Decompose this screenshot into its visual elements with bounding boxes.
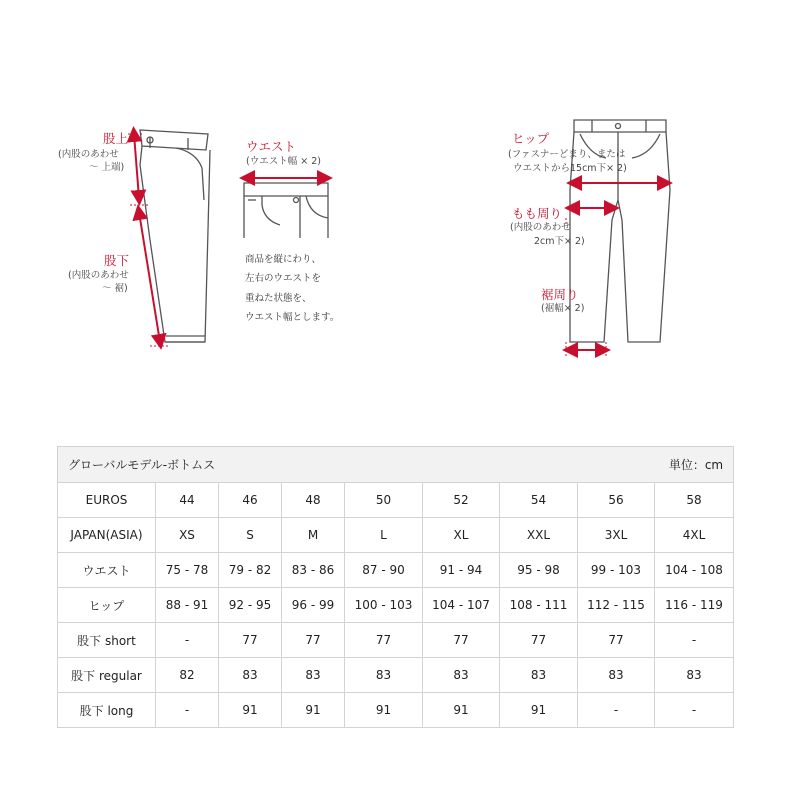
rise-label: 股上	[103, 131, 129, 146]
row-label: JAPAN(ASIA)	[58, 518, 156, 553]
table-cell: 99 - 103	[578, 553, 655, 588]
table-cell: -	[655, 693, 734, 728]
table-cell: 83	[423, 658, 500, 693]
size-table	[57, 446, 734, 728]
table-cell: 79 - 82	[219, 553, 282, 588]
waist-description	[245, 250, 339, 328]
inseam-note-line2: ～ 裾)	[102, 283, 128, 294]
inseam-note-line1: (内股のあわせ	[68, 270, 129, 281]
waist-note: (ウエスト幅 × 2)	[246, 156, 321, 167]
table-cell: 88 - 91	[156, 588, 219, 623]
table-cell: 92 - 95	[219, 588, 282, 623]
table-cell: 100 - 103	[345, 588, 423, 623]
row-label: ウエスト	[58, 553, 156, 588]
table-cell: 91	[219, 693, 282, 728]
table-cell: 108 - 111	[500, 588, 578, 623]
table-cell: 112 - 115	[578, 588, 655, 623]
table-cell: 83	[219, 658, 282, 693]
table-row	[58, 483, 734, 518]
table-cell: 48	[282, 483, 345, 518]
hem-label: 裾周り	[541, 287, 579, 302]
table-row	[58, 623, 734, 658]
row-label: ヒップ	[58, 588, 156, 623]
table-cell: 91	[345, 693, 423, 728]
table-body	[58, 483, 734, 728]
table-cell: 91	[500, 693, 578, 728]
table-cell: 104 - 107	[423, 588, 500, 623]
hip-note-line2: ウエストから15cm下× 2)	[513, 163, 627, 174]
table-row	[58, 588, 734, 623]
row-label: 股下 short	[58, 623, 156, 658]
table-cell: 104 - 108	[655, 553, 734, 588]
table-cell: 83	[655, 658, 734, 693]
rise-inseam-measure	[134, 134, 160, 342]
table-title: グローバルモデル-ボトムス	[68, 458, 216, 472]
table-cell: 3XL	[578, 518, 655, 553]
table-cell: S	[219, 518, 282, 553]
table-header-cell	[58, 447, 734, 483]
table-row	[58, 693, 734, 728]
table-row	[58, 518, 734, 553]
table-cell: 83	[345, 658, 423, 693]
side-view-pants	[140, 130, 210, 342]
table-cell: XL	[423, 518, 500, 553]
table-cell: 83 - 86	[282, 553, 345, 588]
table-cell: 116 - 119	[655, 588, 734, 623]
hip-label: ヒップ	[512, 131, 550, 146]
hem-note: (裾幅× 2)	[541, 303, 585, 314]
table-cell: XS	[156, 518, 219, 553]
table-row	[58, 553, 734, 588]
table-cell: 52	[423, 483, 500, 518]
table-cell: -	[156, 693, 219, 728]
waist-label: ウエスト	[246, 139, 297, 154]
hip-thigh-hem-measure	[570, 183, 665, 350]
table-cell: 91 - 94	[423, 553, 500, 588]
table-cell: 96 - 99	[282, 588, 345, 623]
unit-label: 単位：cm	[668, 458, 724, 472]
inseam-label: 股下	[104, 253, 130, 268]
table-cell: -	[655, 623, 734, 658]
table-cell: 4XL	[655, 518, 734, 553]
thigh-note-line1: (内股のあわせ	[510, 222, 571, 233]
table-cell: 77	[282, 623, 345, 658]
table-cell: -	[578, 693, 655, 728]
table-cell: 83	[282, 658, 345, 693]
table-cell: 56	[578, 483, 655, 518]
row-label: 股下 long	[58, 693, 156, 728]
table-cell: M	[282, 518, 345, 553]
table-cell: 91	[423, 693, 500, 728]
size-chart	[57, 446, 733, 728]
table-cell: -	[156, 623, 219, 658]
table-cell: 87 - 90	[345, 553, 423, 588]
row-label: EUROS	[58, 483, 156, 518]
table-cell: 77	[423, 623, 500, 658]
table-cell: 91	[282, 693, 345, 728]
table-cell: 46	[219, 483, 282, 518]
rise-note-line2: ～ 上端)	[89, 162, 125, 173]
table-cell: 95 - 98	[500, 553, 578, 588]
table-cell: 50	[345, 483, 423, 518]
table-cell: 77	[345, 623, 423, 658]
table-header-row	[58, 447, 734, 483]
row-label: 股下 regular	[58, 658, 156, 693]
waist-view-pants	[244, 183, 328, 238]
waist-description-line: 商品を縦にわり、	[245, 254, 322, 265]
waist-description-line: 重ねた状態を、	[245, 292, 312, 304]
table-cell: 77	[500, 623, 578, 658]
rise-note-line1: (内股のあわせ	[58, 149, 119, 160]
table-cell: 82	[156, 658, 219, 693]
table-cell: 58	[655, 483, 734, 518]
table-cell: 77	[219, 623, 282, 658]
table-cell: 44	[156, 483, 219, 518]
thigh-note-line2: 2cm下× 2)	[534, 236, 585, 247]
table-cell: 83	[500, 658, 578, 693]
waist-description-line: 左右のウエストを	[245, 273, 322, 285]
hip-note-line1: (ファスナーどまり、または	[508, 149, 626, 160]
table-cell: 83	[578, 658, 655, 693]
thigh-label: もも周り	[512, 206, 563, 221]
table-cell: 75 - 78	[156, 553, 219, 588]
waist-description-line: ウエスト幅とします。	[245, 312, 340, 324]
table-cell: 54	[500, 483, 578, 518]
table-cell: L	[345, 518, 423, 553]
table-cell: 77	[578, 623, 655, 658]
table-cell: XXL	[500, 518, 578, 553]
table-row	[58, 658, 734, 693]
